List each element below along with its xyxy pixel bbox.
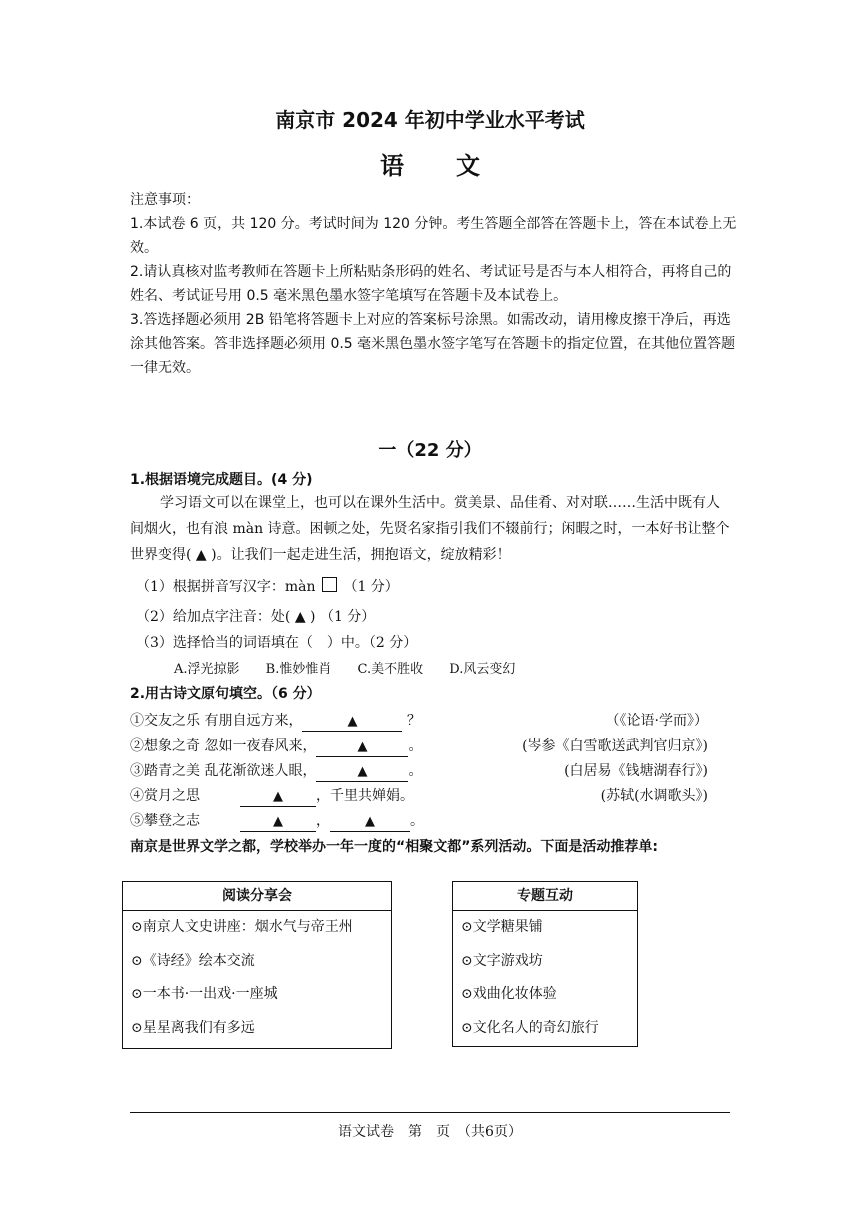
subject-title: 语文 <box>380 152 532 180</box>
option-b: B.惟妙惟肖 <box>265 662 332 677</box>
question-2-heading: 2.用古诗文原句填空。（6 分） <box>130 686 321 702</box>
poem-line-2 <box>130 735 422 757</box>
activity-intro: 南京是世界文学之都，学校举办一年一度的“相聚文都”系列活动。下面是活动推荐单: <box>130 839 658 855</box>
line-prefix: ①交友之乐 有朋自远方来， <box>130 713 303 729</box>
table-row: ⊙一本书·一出戏·一座城 <box>131 986 278 1002</box>
option-d: D.风云变幻 <box>449 662 516 677</box>
question-1-heading: 1.根据语境完成题目。(4 分) <box>130 472 313 488</box>
answer-blank[interactable]: ▲ <box>316 765 408 782</box>
line-prefix: ②想象之奇 忽如一夜春风来， <box>130 738 317 754</box>
table-row: ⊙文化名人的奇幻旅行 <box>461 1019 599 1036</box>
footer-divider <box>130 1112 730 1113</box>
notice-item: 3.答选择题必须用 2B 铅笔将答题卡上对应的答案标号涂黑。如需改动，请用橡皮擦干净后，再选涂其他答案。答非选择题必须用 0.5 毫米黑色墨水签字笔写在答题卡的指定位置，在其他位置答题一律无效。 <box>130 312 736 376</box>
notice-block <box>130 188 740 380</box>
answer-blank[interactable]: ▲ <box>302 715 402 732</box>
line-suffix: ，千里共婵娟。 <box>316 788 414 804</box>
poem-line-4 <box>130 785 414 807</box>
table-row: ⊙文学糖果铺 <box>461 919 543 935</box>
exam-title: 南京市 2024 年初中学业水平考试 <box>275 108 585 132</box>
poem-line-5 <box>130 810 424 832</box>
line-suffix: 。 <box>408 738 423 754</box>
table-header: 专题互动 <box>453 882 637 911</box>
line-mid: ， <box>316 813 330 829</box>
table-header: 阅读分享会 <box>123 882 391 911</box>
poem-line-3 <box>130 760 422 782</box>
table-row: ⊙南京人文史讲座：烟水气与帝王州 <box>131 919 353 935</box>
section-heading: 一（22 分） <box>378 440 482 461</box>
answer-blank[interactable]: ▲ <box>240 790 316 807</box>
option-a: A.浮光掠影 <box>174 662 240 677</box>
answer-box[interactable] <box>322 577 337 592</box>
question-1-sub3: （3）选择恰当的词语填在（ ）中。（2 分） <box>136 635 418 651</box>
table-row: ⊙文字游戏坊 <box>461 952 543 969</box>
source-3: (白居易《钱塘湖春行》) <box>564 763 708 779</box>
reading-share-table <box>122 881 392 1049</box>
line-prefix: ⑤攀登之志 <box>130 813 200 829</box>
option-c: C.美不胜收 <box>357 662 424 677</box>
sub1-suffix: （1 分） <box>343 579 399 595</box>
question-1-sub1 <box>136 576 399 596</box>
page-footer: 语文试卷 第 页 （共6页） <box>338 1124 522 1140</box>
line-suffix: 。 <box>408 763 423 779</box>
sub1-prefix: （1）根据拼音写汉字：màn <box>136 579 316 595</box>
line-suffix: ？ <box>402 713 421 729</box>
answer-blank[interactable]: ▲ <box>240 815 316 832</box>
line-prefix: ④赏月之思 <box>130 788 200 804</box>
notice-heading: 注意事项： <box>130 192 200 208</box>
source-4: (苏轼(水调歌头》) <box>600 788 708 804</box>
question-1-passage: 学习语文可以在课堂上，也可以在课外生活中。赏美景、品佳肴、对对联……生活中既有人间烟火，也有浪 màn 诗意。困顿之处，先贤名家指引我们不辍前行；闲暇之时，一本好书让整个世界变得( ▲ )。让我们一起走进生活，拥抱语文，绽放精彩！ <box>130 495 730 563</box>
answer-blank[interactable]: ▲ <box>316 740 408 757</box>
source-2: (岑参《白雪歌送武判官归京》) <box>522 738 708 754</box>
answer-blank[interactable]: ▲ <box>330 815 410 832</box>
table-row: ⊙《诗经》绘本交流 <box>131 952 255 969</box>
poem-line-1 <box>130 710 421 732</box>
source-1: （《论语·学而》） <box>605 713 708 729</box>
table-row: ⊙戏曲化妆体验 <box>461 986 557 1002</box>
notice-item: 1.本试卷 6 页，共 120 分。考试时间为 120 分钟。考生答题全部答在答题卡上，答在本试卷上无效。 <box>130 216 737 256</box>
line-suffix: 。 <box>410 813 424 829</box>
line-prefix: ③踏青之美 乱花渐欲迷人眼， <box>130 763 317 779</box>
question-1-options <box>174 658 537 677</box>
topic-interaction-table <box>452 881 638 1047</box>
notice-item: 2.请认真核对监考教师在答题卡上所粘贴条形码的姓名、考试证号是否与本人相符合，再将自己的姓名、考试证号用 0.5 毫米黑色墨水签字笔填写在答题卡及本试卷上。 <box>130 264 732 304</box>
question-1-sub2: （2）给加点字注音：处( ▲ ) （1 分） <box>136 609 376 625</box>
table-row: ⊙星星离我们有多远 <box>131 1019 255 1036</box>
